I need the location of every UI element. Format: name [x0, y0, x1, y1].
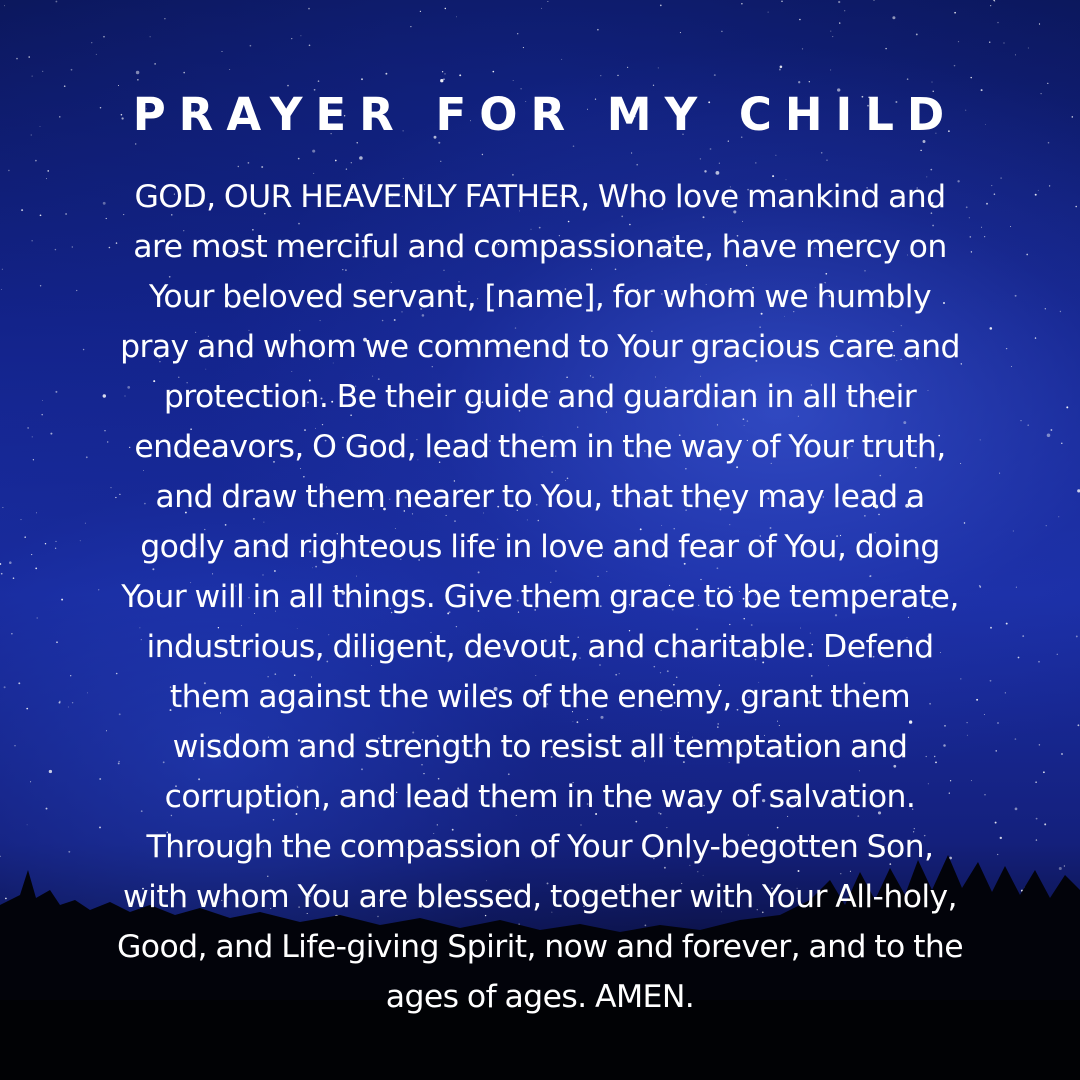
prayer-body [60, 172, 1020, 1022]
prayer-line: godly and righteous life in love and fear of You, doing [140, 529, 940, 565]
prayer-line: GOD, OUR HEAVENLY FATHER, Who love mankind and [134, 179, 946, 215]
prayer-line: with whom You are blessed, together with Your All-holy, [123, 879, 957, 915]
prayer-line: protection. Be their guide and guardian in all their [163, 379, 917, 415]
prayer-line: Your will in all things. Give them grace to be temperate, [121, 579, 959, 615]
prayer-line: Through the compassion of Your Only-begotten Son, [146, 829, 934, 865]
prayer-line: wisdom and strength to resist all temptation and [172, 729, 908, 765]
prayer-line: Your beloved servant, [name], for whom we humbly [148, 279, 932, 315]
prayer-line: industrious, diligent, devout, and charitable. Defend [146, 629, 934, 665]
prayer-line: Good, and Life-giving Spirit, now and forever, and to the [116, 929, 963, 965]
prayer-line: endeavors, O God, lead them in the way of Your truth, [134, 429, 946, 465]
prayer-title: PRAYER FOR MY CHILD [132, 88, 958, 141]
prayer-line: ages of ages. AMEN. [385, 979, 695, 1015]
prayer-line: and draw them nearer to You, that they may lead a [155, 479, 925, 515]
prayer-line: them against the wiles of the enemy, grant them [169, 679, 911, 715]
prayer-line: corruption, and lead them in the way of salvation. [164, 779, 916, 815]
prayer-line: are most merciful and compassionate, have mercy on [133, 229, 947, 265]
prayer-line: pray and whom we commend to Your gracious care and [120, 329, 960, 365]
